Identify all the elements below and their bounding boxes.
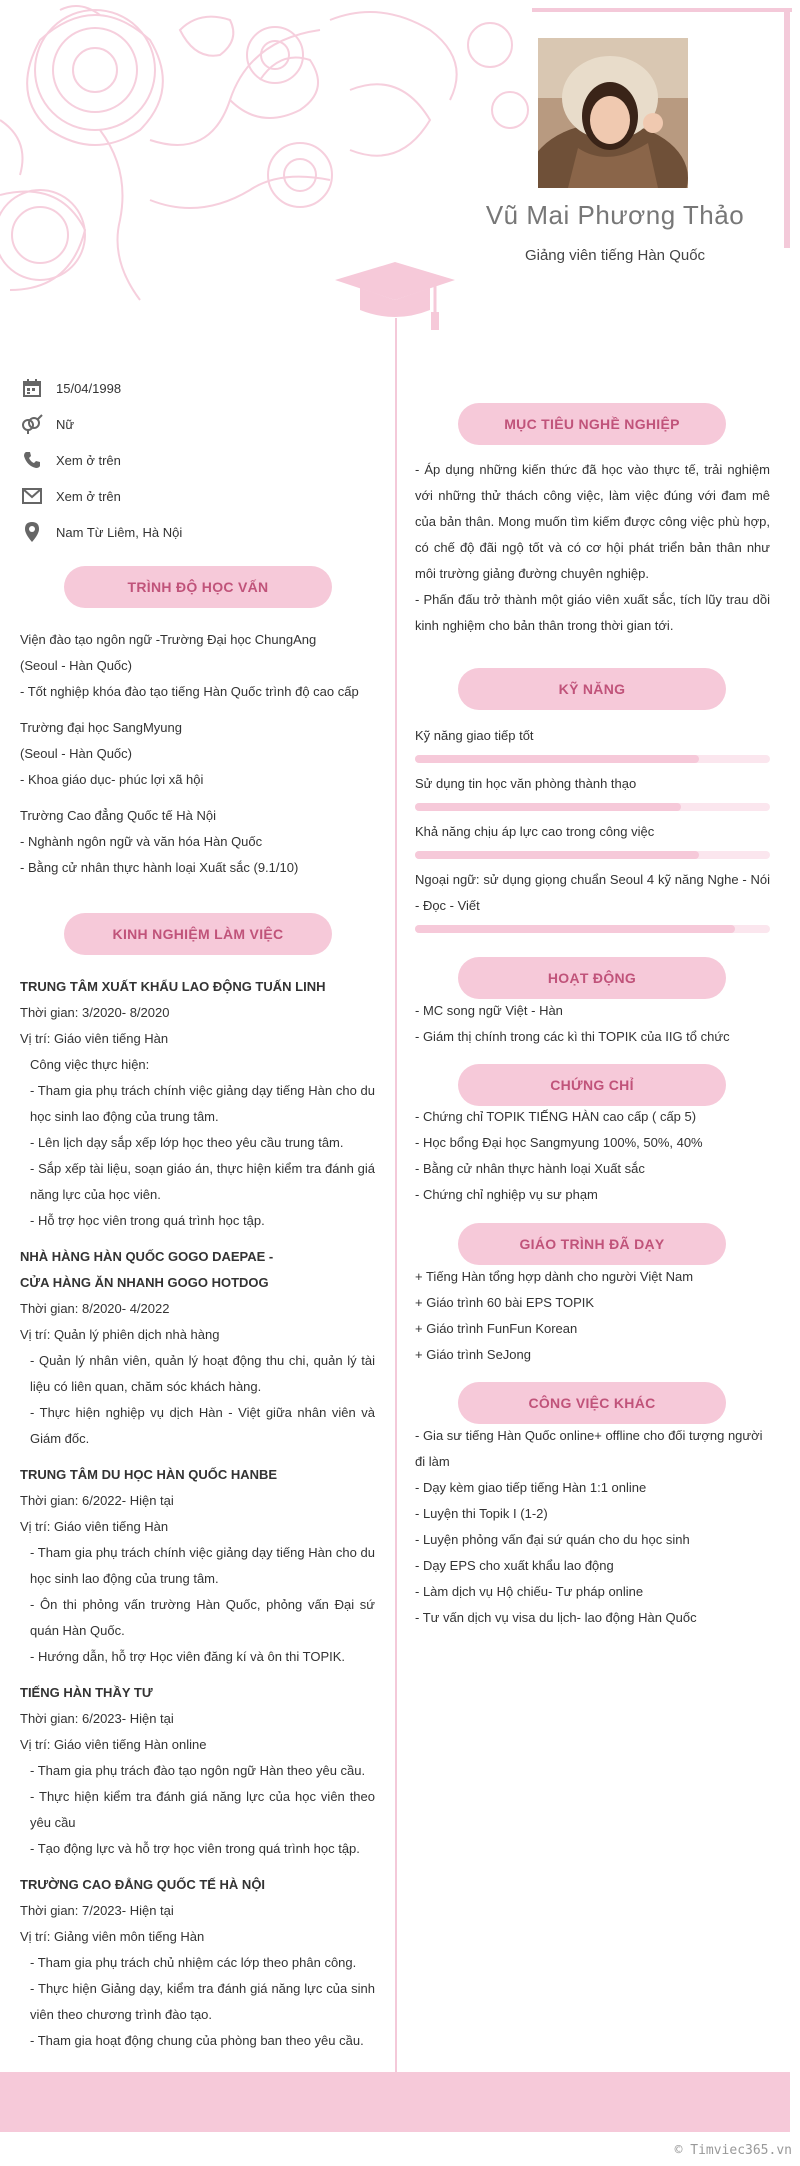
job-time: Thời gian: 8/2020- 4/2022	[20, 1301, 170, 1316]
job-duty: - Thực hiện kiểm tra đánh giá năng lực của học viên theo yêu cầu	[30, 1789, 375, 1830]
job-time: Thời gian: 6/2022- Hiện tại	[20, 1493, 174, 1508]
job-position: Vị trí: Giảng viên môn tiếng Hàn	[20, 1929, 205, 1944]
email-row	[20, 484, 121, 508]
education-list	[20, 627, 380, 881]
education-line: (Seoul - Hàn Quốc)	[20, 658, 132, 673]
watermark: © Timviec365.vn	[674, 2143, 792, 2158]
floral-decoration	[0, 0, 600, 330]
birthday-row	[20, 376, 121, 400]
job-company: TRƯỜNG CAO ĐẲNG QUỐC TẾ HÀ NỘI	[20, 1877, 266, 1892]
skills-heading: KỸ NĂNG	[458, 668, 726, 710]
address-text: Nam Từ Liêm, Hà Nội	[56, 524, 183, 540]
column-divider	[395, 318, 397, 2073]
job-position: Vị trí: Giáo viên tiếng Hàn	[20, 1031, 169, 1046]
job-company: TRUNG TÂM XUẤT KHẨU LAO ĐỘNG TUẤN LINH	[20, 979, 326, 994]
curriculum-line: + Giáo trình FunFun Korean	[415, 1321, 578, 1336]
job-duty: - Hỗ trợ học viên trong quá trình học tập.	[30, 1213, 265, 1228]
certificate-line: - Chứng chỉ TOPIK TIẾNG HÀN cao cấp ( cấp 5)	[415, 1109, 697, 1124]
job-duty: - Tham gia phụ trách chủ nhiệm các lớp theo phân công.	[30, 1955, 357, 1970]
education-line: - Bằng cử nhân thực hành loại Xuất sắc (9.1/10)	[20, 860, 299, 875]
education-line: - Nghành ngôn ngữ và văn hóa Hàn Quốc	[20, 834, 263, 849]
job-duty: - Tạo động lực và hỗ trợ học viên trong quá trình học tập.	[30, 1841, 360, 1856]
location-icon	[20, 521, 44, 543]
objective-line: - Phấn đấu trở thành một giáo viên xuất sắc, tích lũy trau dồi kinh nghiệm cho bản thân trong thời gian tới.	[415, 592, 770, 633]
certificate-line: - Chứng chỉ nghiệp vụ sư phạm	[415, 1187, 598, 1202]
skill-item	[415, 867, 770, 933]
job-duty: - Thực hiện Giảng dạy, kiểm tra đánh giá năng lực của sinh viên theo chương trình đào tạo.	[30, 1981, 375, 2022]
education-line: - Tốt nghiệp khóa đào tạo tiếng Hàn Quốc trình độ cao cấp	[20, 684, 359, 699]
skill-item	[415, 723, 770, 763]
skill-item	[415, 771, 770, 811]
footer-band	[0, 2072, 790, 2132]
curriculum-list	[415, 1264, 770, 1368]
calendar-icon	[20, 377, 44, 399]
education-line: (Seoul - Hàn Quốc)	[20, 746, 132, 761]
skill-bar-fill	[415, 803, 681, 811]
activity-line: - Giám thị chính trong các kì thi TOPIK của IIG tổ chức	[415, 1029, 730, 1044]
profile-name: Vũ Mai Phương Thảo	[485, 200, 745, 230]
skill-bar-fill	[415, 851, 699, 859]
job-duty: - Hướng dẫn, hỗ trợ Học viên đăng kí và ôn thi TOPIK.	[30, 1649, 346, 1664]
other-work-line: - Gia sư tiếng Hàn Quốc online+ offline cho đối tượng người đi làm	[415, 1428, 763, 1469]
skill-bar	[415, 803, 770, 811]
skill-bar-fill	[415, 755, 699, 763]
skill-bar-fill	[415, 925, 735, 933]
activities-heading: HOẠT ĐỘNG	[458, 957, 726, 999]
other-work-line: - Dạy EPS cho xuất khẩu lao động	[415, 1558, 614, 1573]
skill-label: Kỹ năng giao tiếp tốt	[415, 728, 534, 743]
job-company-2: CỬA HÀNG ĂN NHANH GOGO HOTDOG	[20, 1275, 269, 1290]
curriculum-line: + Giáo trình SeJong	[415, 1347, 531, 1362]
activity-line: - MC song ngữ Việt - Hàn	[415, 1003, 563, 1018]
job-duty: - Tham gia hoạt động chung của phòng ban theo yêu cầu.	[30, 2033, 364, 2048]
job-company: TRUNG TÂM DU HỌC HÀN QUỐC HANBE	[20, 1467, 278, 1482]
skill-bar	[415, 851, 770, 859]
email-text: Xem ở trên	[56, 488, 121, 504]
phone-text: Xem ở trên	[56, 452, 121, 468]
profile-role: Giảng viên tiếng Hàn Quốc	[524, 247, 706, 264]
certificate-line: - Học bổng Đại học Sangmyung 100%, 50%, 40%	[415, 1135, 703, 1150]
other-work-list	[415, 1423, 770, 1631]
certificates-heading: CHỨNG CHỈ	[458, 1064, 726, 1106]
education-line: Trường Cao đẳng Quốc tế Hà Nội	[20, 808, 216, 823]
other-work-line: - Tư vấn dịch vụ visa du lịch- lao động Hàn Quốc	[415, 1610, 697, 1625]
gender-row	[20, 412, 74, 436]
experience-list	[20, 974, 375, 2054]
job-time: Thời gian: 6/2023- Hiện tại	[20, 1711, 174, 1726]
curriculum-heading: GIÁO TRÌNH ĐÃ DẠY	[458, 1223, 726, 1265]
birthday-text: 15/04/1998	[56, 380, 122, 396]
certificates-list	[415, 1104, 770, 1208]
job-position: Vị trí: Giáo viên tiếng Hàn	[20, 1519, 169, 1534]
education-heading: TRÌNH ĐỘ HỌC VẤN	[64, 566, 332, 608]
education-line: Trường đại học SangMyung	[20, 720, 182, 735]
skill-item	[415, 819, 770, 859]
phone-row	[20, 448, 121, 472]
frame-top-accent	[532, 8, 792, 12]
job-company: NHÀ HÀNG HÀN QUỐC GOGO DAEPAE -	[20, 1249, 274, 1264]
experience-heading: KINH NGHIỆM LÀM VIỆC	[64, 913, 332, 955]
education-line: - Khoa giáo dục- phúc lợi xã hội	[20, 772, 204, 787]
education-line: Viện đào tạo ngôn ngữ -Trường Đại học ChungAng	[20, 632, 317, 647]
job-duty: - Thực hiện nghiệp vụ dịch Hàn - Việt giữa nhân viên và Giám đốc.	[30, 1405, 375, 1446]
job-company: TIẾNG HÀN THẦY TƯ	[20, 1685, 153, 1700]
other-work-line: - Luyện thi Topik I (1-2)	[415, 1506, 548, 1521]
curriculum-line: + Giáo trình 60 bài EPS TOPIK	[415, 1295, 595, 1310]
job-duty: - Tham gia phụ trách chính việc giảng dạy tiếng Hàn cho du học sinh lao động của trung tâm.	[30, 1545, 375, 1586]
email-icon	[20, 485, 44, 507]
other-work-heading: CÔNG VIỆC KHÁC	[458, 1382, 726, 1424]
job-position: Vị trí: Giáo viên tiếng Hàn online	[20, 1737, 207, 1752]
curriculum-line: + Tiếng Hàn tổng hợp dành cho người Việt Nam	[415, 1269, 694, 1284]
job-time: Thời gian: 7/2023- Hiện tại	[20, 1903, 174, 1918]
skill-bar	[415, 925, 770, 933]
objective-text	[415, 457, 770, 639]
job-position: Vị trí: Quản lý phiên dịch nhà hàng	[20, 1327, 220, 1342]
other-work-line: - Làm dịch vụ Hộ chiếu- Tư pháp online	[415, 1584, 644, 1599]
objective-line: - Áp dụng những kiến thức đã học vào thực tế, trải nghiệm với những thử thách công việc, làm việc đúng với đam mê của bản thân. Mong muốn tìm kiếm được công việc phù hợp, có chế độ đãi ngộ tốt và có cơ hội phát triển bản thân như môi trường giảng đường chuyên nghiệp.	[415, 462, 770, 581]
job-duty: - Lên lịch dạy sắp xếp lớp học theo yêu cầu trung tâm.	[30, 1135, 344, 1150]
other-work-line: - Luyện phỏng vấn đại sứ quán cho du học sinh	[415, 1532, 690, 1547]
job-duty: - Sắp xếp tài liệu, soạn giáo án, thực hiện kiểm tra đánh giá năng lực của học viên.	[30, 1161, 375, 1202]
activities-list	[415, 998, 770, 1050]
job-time: Thời gian: 3/2020- 8/2020	[20, 1005, 170, 1020]
job-duty: - Quản lý nhân viên, quản lý hoạt động thu chi, quản lý tài liệu có liên quan, chăm sóc khách hàng.	[30, 1353, 375, 1394]
phone-icon	[20, 449, 44, 471]
other-work-line: - Dạy kèm giao tiếp tiếng Hàn 1:1 online	[415, 1480, 647, 1495]
skill-bar	[415, 755, 770, 763]
objective-heading: MỤC TIÊU NGHỀ NGHIỆP	[458, 403, 726, 445]
job-duty: - Tham gia phụ trách đào tạo ngôn ngữ Hàn theo yêu cầu.	[30, 1763, 366, 1778]
job-duty: - Ôn thi phỏng vấn trường Hàn Quốc, phỏng vấn Đại sứ quán Hàn Quốc.	[30, 1597, 375, 1638]
avatar	[538, 38, 688, 188]
frame-right-accent	[784, 8, 790, 248]
gender-icon	[20, 413, 44, 435]
skill-label: Sử dụng tin học văn phòng thành thạo	[415, 776, 637, 791]
certificate-line: - Bằng cử nhân thực hành loại Xuất sắc	[415, 1161, 645, 1176]
skill-label: Khả năng chịu áp lực cao trong công việc	[415, 824, 655, 839]
address-row	[20, 520, 182, 544]
gender-text: Nữ	[56, 416, 75, 432]
skill-label: Ngoại ngữ: sử dụng giọng chuẩn Seoul 4 kỹ năng Nghe - Nói - Đọc - Viết	[415, 872, 770, 913]
job-duty: - Tham gia phụ trách chính việc giảng dạy tiếng Hàn cho du học sinh lao động của trung tâm.	[30, 1083, 375, 1124]
job-sub: Công việc thực hiện:	[30, 1057, 150, 1072]
